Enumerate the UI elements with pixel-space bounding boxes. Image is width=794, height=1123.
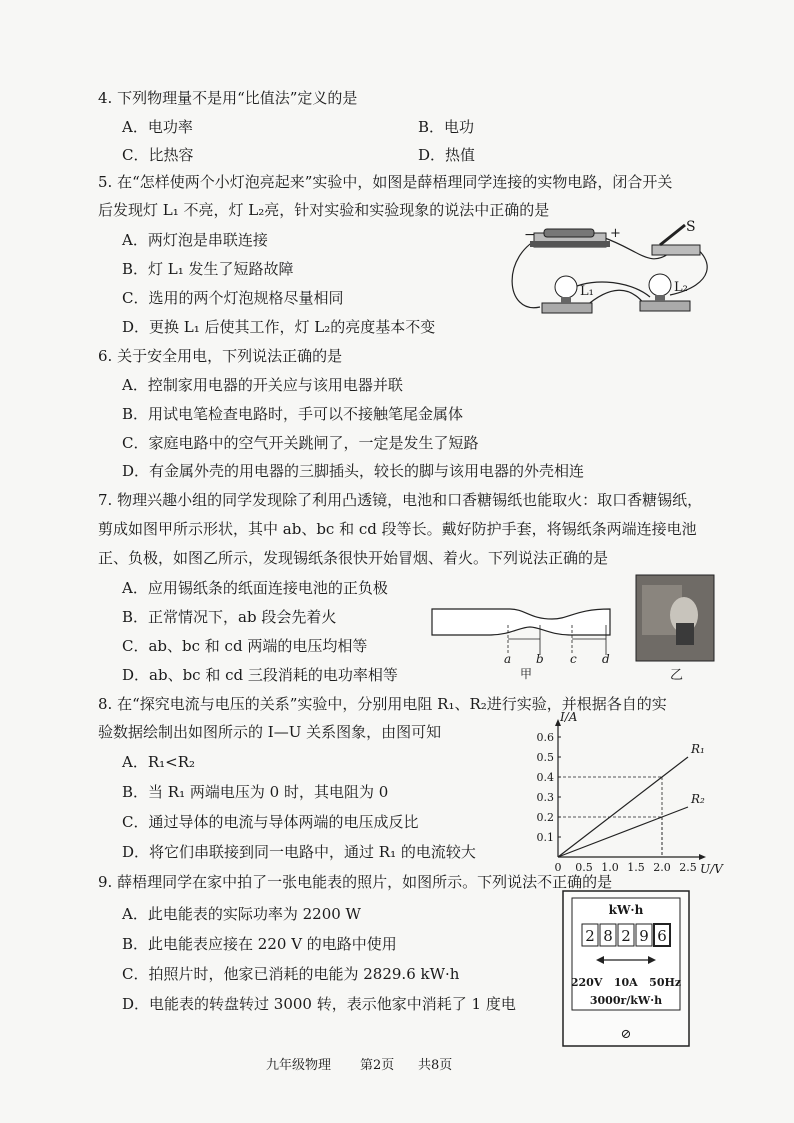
- bulb-l1-label: L₁: [580, 284, 594, 299]
- y-tick-label: 0.1: [536, 831, 554, 844]
- burning-foil-photo: [636, 575, 716, 685]
- q8-stem-text1: 8. 在“探究电流与电压的关系”实验中，分别用电阻 R₁、R₂进行实验，并根据各自的实: [98, 695, 667, 713]
- q9-option-a: A．此电能表的实际功率为 2200 W: [122, 905, 361, 923]
- q5-option-a: A．两灯泡是串联连接: [122, 231, 268, 249]
- series-label-2: R₂: [691, 792, 705, 806]
- q6-stem: 6. 关于安全用电，下列说法正确的是: [98, 347, 343, 365]
- meter-digit: 9: [639, 927, 649, 945]
- q8-option-d: D．将它们串联接到同一电路中，通过 R₁ 的电流较大: [122, 843, 476, 861]
- y-tick-label: 0.5: [536, 751, 554, 764]
- q8-option-b: B．当 R₁ 两端电压为 0 时，其电阻为 0: [122, 783, 389, 801]
- series-label-1: R₁: [691, 742, 705, 756]
- q7-option-a: A．应用锡纸条的纸面连接电池的正负极: [122, 579, 388, 597]
- foil-label-b: b: [536, 652, 544, 666]
- q5-stem-line1: 5. 在“怎样使两个小灯泡亮起来”实验中，如图是薛梧理同学连接的实物电路，闭合开关: [98, 173, 673, 191]
- q5-option-b: B．灯 L₁ 发生了短路故障: [122, 260, 294, 278]
- battery-plus-label: +: [610, 226, 621, 241]
- x-tick-label: 0.5: [575, 861, 593, 874]
- q5-stem-line2: 后发现灯 L₁ 不亮，灯 L₂亮，针对实验和实验现象的说法中正确的是: [98, 201, 550, 219]
- iu-chart: [520, 710, 723, 876]
- q7-stem-line3: 正、负极，如图乙所示，发现锡纸条很快开始冒烟、着火。下列说法正确的是: [98, 549, 609, 567]
- series-line-2: [558, 807, 688, 857]
- footer-total: 共8页: [418, 1058, 453, 1073]
- q4-option-d: D．热值: [418, 146, 476, 164]
- q6-option-d: D．有金属外壳的用电器的三脚插头，较长的脚与该用电器的外壳相连: [122, 462, 585, 480]
- y-axis-label: I/A: [560, 710, 578, 724]
- meter-knob-icon: ⊘: [620, 1027, 632, 1042]
- y-tick-label: 0.4: [536, 771, 554, 784]
- footer-page: 第2页: [360, 1058, 395, 1073]
- foil-strip-figure: [430, 605, 620, 680]
- q9-option-b: B．此电能表应接在 220 V 的电路中使用: [122, 935, 397, 953]
- q9-stem: 9. 薛梧理同学在家中拍了一张电能表的照片，如图所示。下列说法不正确的是: [98, 873, 613, 891]
- q8-option-a: A．R₁<R₂: [122, 753, 196, 771]
- meter-digit: 2: [621, 927, 631, 945]
- switch-label: S: [686, 219, 696, 235]
- x-tick-label: 1.5: [627, 861, 645, 874]
- bulb-l2-label: L₂: [674, 280, 688, 295]
- battery-minus-label: −: [524, 227, 536, 243]
- y-tick-label: 0.6: [536, 731, 554, 744]
- meter-digit: 2: [585, 927, 595, 945]
- q6-option-c: C．家庭电路中的空气开关跳闸了，一定是发生了短路: [122, 434, 479, 452]
- q7-stem-line1: 7. 物理兴趣小组的同学发现除了利用凸透镜，电池和口香糖锡纸也能取火：取口香糖锡纸，: [98, 491, 703, 509]
- q7-option-c: C．ab、bc 和 cd 两端的电压均相等: [122, 637, 368, 655]
- q6-option-b: B．用试电笔检查电路时，手可以不接触笔尾金属体: [122, 405, 464, 423]
- y-tick-label: 0.3: [536, 791, 554, 804]
- q8-stem-line1: [98, 694, 667, 714]
- meter-digit: 6: [657, 927, 667, 945]
- x-tick-label: 2.5: [679, 861, 697, 874]
- meter-digit: 8: [603, 927, 613, 945]
- q9-option-d: D．电能表的转盘转过 3000 转，表示他家中消耗了 1 度电: [122, 995, 516, 1013]
- x-axis-label: U/V: [700, 862, 723, 876]
- q4-option-c: C．比热容: [122, 146, 194, 164]
- series-line-1: [558, 757, 688, 857]
- q4-option-b: B．电功: [418, 118, 475, 136]
- foil-label-c: c: [570, 652, 577, 666]
- q7-option-d: D．ab、bc 和 cd 三段消耗的电功率相等: [122, 666, 398, 684]
- figure-label-yi: 乙: [670, 668, 684, 683]
- q7-option-b: B．正常情况下，ab 段会先着火: [122, 608, 337, 626]
- q4-stem: 4. 下列物理量不是用“比值法”定义的是: [98, 89, 358, 107]
- meter-rev: 3000r/kW·h: [589, 994, 663, 1007]
- q9-option-c: C．拍照片时，他家已消耗的电能为 2829.6 kW·h: [122, 965, 460, 983]
- foil-label-a: a: [504, 652, 512, 666]
- q5-option-d: D．更换 L₁ 后使其工作，灯 L₂的亮度基本不变: [122, 318, 436, 336]
- figure-label-jia: 甲: [520, 667, 533, 681]
- meter-spec: 220V 10A 50Hz: [570, 976, 682, 989]
- q5-option-c: C．选用的两个灯泡规格尽量相同: [122, 289, 344, 307]
- energy-meter-figure: [562, 890, 692, 1050]
- q4-option-a: A．电功率: [122, 118, 193, 136]
- q6-option-a: A．控制家用电器的开关应与该用电器并联: [122, 376, 403, 394]
- y-tick-label: 0.2: [536, 811, 554, 824]
- footer-subject: 九年级物理: [266, 1058, 332, 1073]
- x-tick-label: 1.0: [601, 861, 619, 874]
- x-axis-arrow: [699, 854, 706, 860]
- x-tick-label: 0: [554, 861, 562, 874]
- q8-stem-line2: 验数据绘制出如图所示的 I—U 关系图象，由图可知: [98, 723, 442, 741]
- foil-label-d: d: [602, 652, 610, 666]
- q8-option-c: C．通过导体的电流与导体两端的电压成反比: [122, 813, 419, 831]
- meter-unit: kW·h: [608, 903, 644, 917]
- x-tick-label: 2.0: [653, 861, 671, 874]
- circuit-figure: [500, 215, 720, 330]
- q7-stem-line2: 剪成如图甲所示形状，其中 ab、bc 和 cd 段等长。戴好防护手套，将锡纸条两端连接电池: [98, 520, 697, 538]
